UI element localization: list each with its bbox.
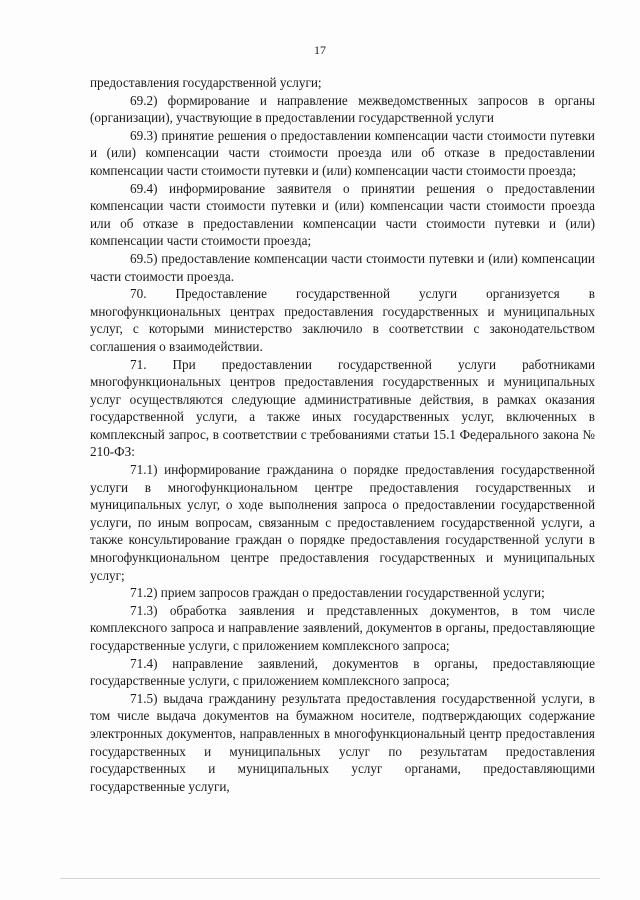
document-body [90, 74, 595, 795]
paragraph-71: 71. При предоставлении государственной услуги работниками многофункциональных центров предоставления государственных и муниципальных услуг осуществляются следующие административные действия, в рамках оказания государственной услуги, а также иных государственных услуг, включенных в комплексный запрос, в соответствии с требованиями статьи 15.1 Федерального закона № 210-ФЗ: [90, 356, 595, 460]
paragraph-69-5: 69.5) предоставление компенсации части стоимости путевки и (или) компенсации части стоимости проезда. [90, 250, 595, 284]
paragraph-69-4: 69.4) информирование заявителя о принятии решения о предоставлении компенсации части стоимости путевки и (или) компенсации части стоимости проезда или об отказе в предоставлении компенсации части стоимости путевки и (или) компенсации части стоимости проезда; [90, 180, 595, 249]
paragraph-69-2: 69.2) формирование и направление межведомственных запросов в органы (организации), участвующие в предоставлении государственной услуги [90, 92, 595, 126]
page-bottom-edge [60, 878, 600, 879]
paragraph-71-2: 71.2) прием запросов граждан о предоставлении государственной услуги; [130, 585, 545, 601]
paragraph-71-5: 71.5) выдача гражданину результата предоставления государственной услуги, в том числе выдача документов на бумажном носителе, подтверждающих содержание электронных документов, направленных в многофункциональный центр предоставления государственных и муниципальных услуг по результатам предоставления государственных и муниципальных услуг органами, предоставляющими государственные услуги, [90, 690, 595, 794]
page-number: 17 [314, 43, 326, 57]
paragraph-continuation: предоставления государственной услуги; [90, 75, 322, 90]
paragraph-71-3: 71.3) обработка заявления и представленных документов, в том числе комплексного запроса и направление заявлений, документов в органы, предоставляющие государственные услуги, с приложением комплексного запроса; [90, 602, 595, 653]
paragraph-71-1: 71.1) информирование гражданина о порядке предоставления государственной услуги в многофункциональном центре предоставления государственных и муниципальных услуг, о ходе выполнения запроса о предоставлении государственной услуги, по иным вопросам, связанным с предоставлением государственной услуги, а также консультирование граждан о порядке предоставления государственной услуги в многофункциональном центре предоставления государственных и муниципальных услуг; [90, 462, 595, 583]
paragraph-69-3: 69.3) принятие решения о предоставлении компенсации части стоимости путевки и (или) компенсации части стоимости проезда или об отказе в предоставлении компенсации части стоимости путевки и (или) компенсации части стоимости проезда; [90, 127, 595, 178]
paragraph-70: 70. Предоставление государственной услуги организуется в многофункциональных центрах предоставления государственных и муниципальных услуг, с которыми министерство заключило в соответствии с законодательством соглашения о взаимодействии. [90, 286, 595, 354]
paragraph-71-4: 71.4) направление заявлений, документов в органы, предоставляющие государственные услуги, с приложением комплексного запроса; [90, 655, 595, 689]
